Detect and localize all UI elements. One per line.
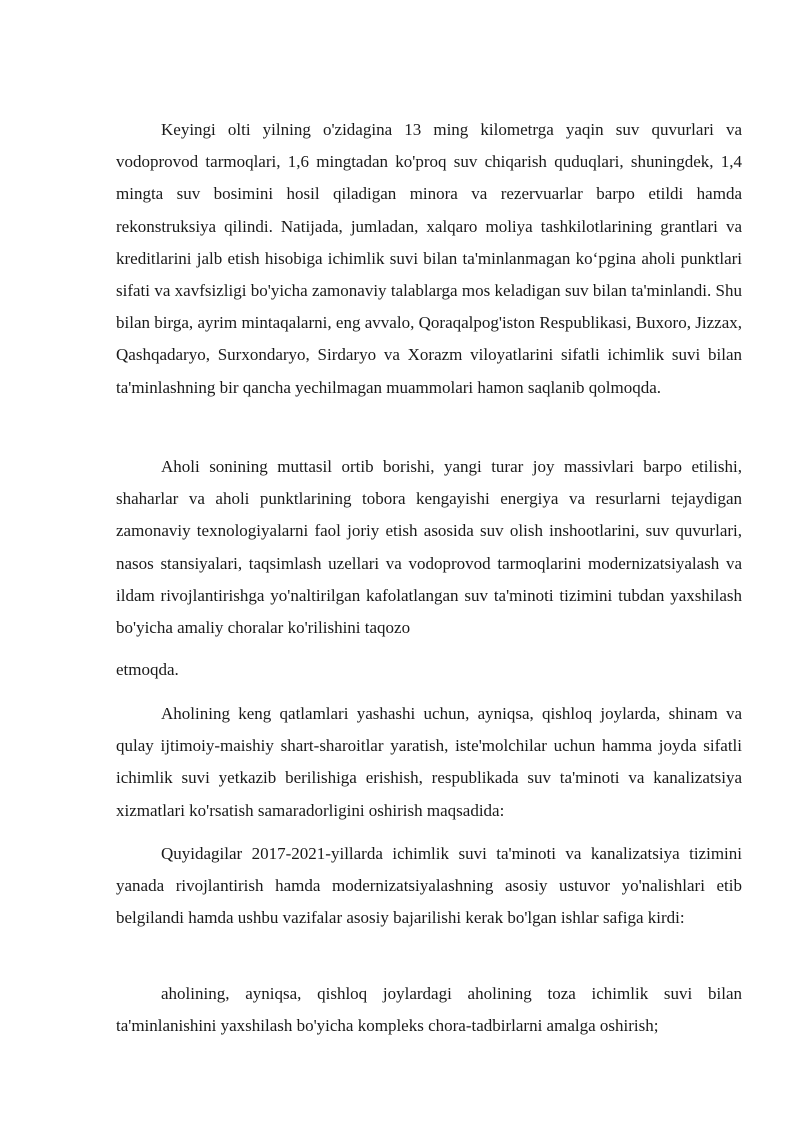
paragraph-population-growth: Aholi sonining muttasil ortib borishi, yangi turar joy massivlari barpo etilishi, shaharlar va aholi punktlarining tobora kengayishi energiya va resurlarni tejaydigan zamonaviy texnologiyalarni faol joriy etish asosida suv olish inshootlarini, suv quvurlari, nasos stansiyalari, taqsimlash uzellari va vodoprovod tarmoqlarini modernizatsiyalash va ildam rivojlantirishga yo'naltirilgan kafolatlangan suv ta'minoti tizimini tubdan yaxshilash bo'yicha amaliy choralar ko'rilishini taqozo: [116, 457, 742, 638]
paragraph-living-conditions: Aholining keng qatlamlari yashashi uchun, ayniqsa, qishloq joylarda, shinam va qulay ijtimoiy-maishiy shart-sharoitlar yaratish, iste'molchilar uchun hamma joyda sifatli ichimlik suvi yetkazib berilishiga erishish, respublikada suv ta'minoti va kanalizatsiya xizmatlari ko'rsatish samaradorligini oshirish maqsadida:: [116, 704, 742, 820]
paragraph-continuation: etmoqda.: [116, 660, 179, 679]
paragraph-water-infrastructure: Keyingi olti yilning o'zidagina 13 ming kilometrga yaqin suv quvurlari va vodoprovod tarmoqlari, 1,6 mingtadan ko'proq suv chiqarish quduqlari, shuningdek, 1,4 mingta suv bosimini hosil qiladigan minora va rezervuarlar barpo etildi hamda rekonstruksiya qilindi. Natijada, jumladan, xalqaro moliya tashkilotlarining grantlari va kreditlarini jalb etish hisobiga ichimlik suvi bilan ta'minlanmagan koʻpgina aholi punktlari sifati va xavfsizligi bo'yicha zamonaviy talablarga mos keladigan suv bilan ta'minlandi. Shu bilan birga, ayrim mintaqalarni, eng avvalo, Qoraqalpog'iston Respublikasi, Buxoro, Jizzax, Qashqadaryo, Surxondaryo, Sirdaryo va Xorazm viloyatlarini sifatli ichimlik suvi bilan ta'minlashning bir qancha yechilmagan muammolari hamon saqlanib qolmoqda.: [116, 120, 742, 397]
paragraph-list-item: aholining, ayniqsa, qishloq joylardagi aholining toza ichimlik suvi bilan ta'minlanishini yaxshilash bo'yicha kompleks chora-tadbirlarni amalga oshirish;: [116, 984, 742, 1036]
paragraph-priority-directions: Quyidagilar 2017-2021-yillarda ichimlik suvi ta'minoti va kanalizatsiya tizimini yanada rivojlantirish hamda modernizatsiyalashning asosiy ustuvor yo'nalishlari etib belgilandi hamda ushbu vazifalar asosiy bajarilishi kerak bo'lgan ishlar safiga kirdi:: [116, 844, 742, 928]
